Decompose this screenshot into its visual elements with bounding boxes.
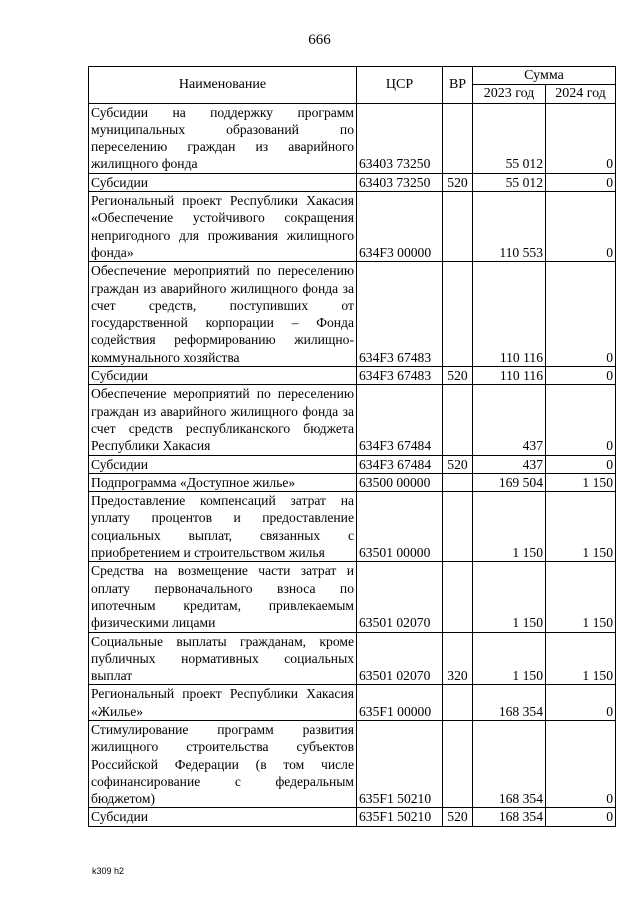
row-2024-cell: 0: [546, 367, 616, 385]
table-row: [89, 262, 616, 367]
row-2024-cell: 1 150: [546, 632, 616, 685]
table-row: [89, 720, 616, 807]
table-row: [89, 808, 616, 826]
page-number: 666: [308, 32, 331, 48]
row-2024-cell: 1 150: [546, 562, 616, 632]
row-csr-cell: 635F1 50210: [357, 808, 443, 826]
row-name-cell: Подпрограмма «Доступное жилье»: [89, 473, 357, 491]
row-2023-cell: 110 116: [473, 367, 546, 385]
row-vr-cell: [443, 192, 473, 262]
table-row: [89, 173, 616, 191]
row-name-cell: Субсидии: [89, 367, 357, 385]
row-csr-cell: 635F1 00000: [357, 685, 443, 721]
row-2023-cell: 110 116: [473, 262, 546, 367]
row-2023-cell: 110 553: [473, 192, 546, 262]
document-code: k309 h2: [92, 866, 125, 876]
row-2023-cell: 168 354: [473, 808, 546, 826]
row-name-cell: Средства на возмещение части затрат и оплату первоначального взноса по ипотечным кредитам, привлекаемым физическими лицами: [89, 562, 357, 632]
row-vr-cell: [443, 473, 473, 491]
row-2024-cell: 0: [546, 173, 616, 191]
row-csr-cell: 634F3 00000: [357, 192, 443, 262]
row-2024-cell: 0: [546, 262, 616, 367]
row-csr-cell: 63501 02070: [357, 632, 443, 685]
row-2023-cell: 168 354: [473, 720, 546, 807]
table-row: [89, 192, 616, 262]
row-2024-cell: 0: [546, 455, 616, 473]
row-vr-cell: 520: [443, 455, 473, 473]
header-name: Наименование: [89, 67, 357, 104]
row-2023-cell: 1 150: [473, 632, 546, 685]
row-csr-cell: 63500 00000: [357, 473, 443, 491]
row-2023-cell: 168 354: [473, 685, 546, 721]
row-2024-cell: 0: [546, 385, 616, 455]
row-csr-cell: 634F3 67484: [357, 455, 443, 473]
row-name-cell: Субсидии: [89, 455, 357, 473]
row-vr-cell: [443, 685, 473, 721]
row-csr-cell: 634F3 67483: [357, 262, 443, 367]
header-2024: 2024 год: [546, 85, 616, 103]
row-vr-cell: 520: [443, 367, 473, 385]
header-csr: ЦСР: [357, 67, 443, 104]
row-csr-cell: 634F3 67483: [357, 367, 443, 385]
table-row: [89, 385, 616, 455]
row-2024-cell: 1 150: [546, 492, 616, 562]
row-name-cell: Субсидии: [89, 808, 357, 826]
row-2024-cell: 0: [546, 808, 616, 826]
row-name-cell: Обеспечение мероприятий по переселению граждан из аварийного жилищного фонда за счет средств республиканского бюджета Республики Хакасия: [89, 385, 357, 455]
row-name-cell: Стимулирование программ развития жилищного строительства субъектов Российской Федерации (в том числе софинансирование с федеральным бюджетом): [89, 720, 357, 807]
header-2023: 2023 год: [473, 85, 546, 103]
row-name-cell: Субсидии: [89, 173, 357, 191]
row-vr-cell: [443, 492, 473, 562]
row-vr-cell: [443, 103, 473, 173]
row-csr-cell: 63501 02070: [357, 562, 443, 632]
row-2023-cell: 55 012: [473, 173, 546, 191]
row-2023-cell: 437: [473, 455, 546, 473]
row-vr-cell: 320: [443, 632, 473, 685]
row-name-cell: Предоставление компенсаций затрат на уплату процентов и предоставление социальных выплат, связанных с приобретением и строительством жилья: [89, 492, 357, 562]
row-2023-cell: 55 012: [473, 103, 546, 173]
table-row: [89, 473, 616, 491]
row-csr-cell: 635F1 50210: [357, 720, 443, 807]
row-2023-cell: 169 504: [473, 473, 546, 491]
row-2024-cell: 0: [546, 192, 616, 262]
table-row: [89, 685, 616, 721]
row-csr-cell: 634F3 67484: [357, 385, 443, 455]
header-vr: ВР: [443, 67, 473, 104]
table-row: [89, 632, 616, 685]
row-vr-cell: [443, 385, 473, 455]
table-row: [89, 103, 616, 173]
row-name-cell: Региональный проект Республики Хакасия «Жилье»: [89, 685, 357, 721]
row-vr-cell: 520: [443, 173, 473, 191]
table-row: [89, 367, 616, 385]
row-csr-cell: 63403 73250: [357, 173, 443, 191]
row-name-cell: Региональный проект Республики Хакасия «Обеспечение устойчивого сокращения непригодного для проживания жилищного фонда»: [89, 192, 357, 262]
row-2024-cell: 0: [546, 685, 616, 721]
row-2023-cell: 1 150: [473, 492, 546, 562]
row-name-cell: Субсидии на поддержку программ муниципальных образований по переселению граждан из аварийного жилищного фонда: [89, 103, 357, 173]
budget-table: [88, 66, 616, 827]
row-2024-cell: 0: [546, 103, 616, 173]
row-vr-cell: 520: [443, 808, 473, 826]
table-row: [89, 562, 616, 632]
row-2024-cell: 0: [546, 720, 616, 807]
row-2023-cell: 437: [473, 385, 546, 455]
table-row: [89, 492, 616, 562]
header-sum: Сумма: [473, 67, 616, 85]
row-vr-cell: [443, 562, 473, 632]
row-csr-cell: 63501 00000: [357, 492, 443, 562]
row-2023-cell: 1 150: [473, 562, 546, 632]
row-vr-cell: [443, 262, 473, 367]
table-row: [89, 455, 616, 473]
row-name-cell: Социальные выплаты гражданам, кроме публичных нормативных социальных выплат: [89, 632, 357, 685]
row-2024-cell: 1 150: [546, 473, 616, 491]
row-vr-cell: [443, 720, 473, 807]
row-name-cell: Обеспечение мероприятий по переселению граждан из аварийного жилищного фонда за счет средств, поступивших от государственной корпорации – Фонда содействия реформированию жилищно-коммунального хозяйства: [89, 262, 357, 367]
row-csr-cell: 63403 73250: [357, 103, 443, 173]
